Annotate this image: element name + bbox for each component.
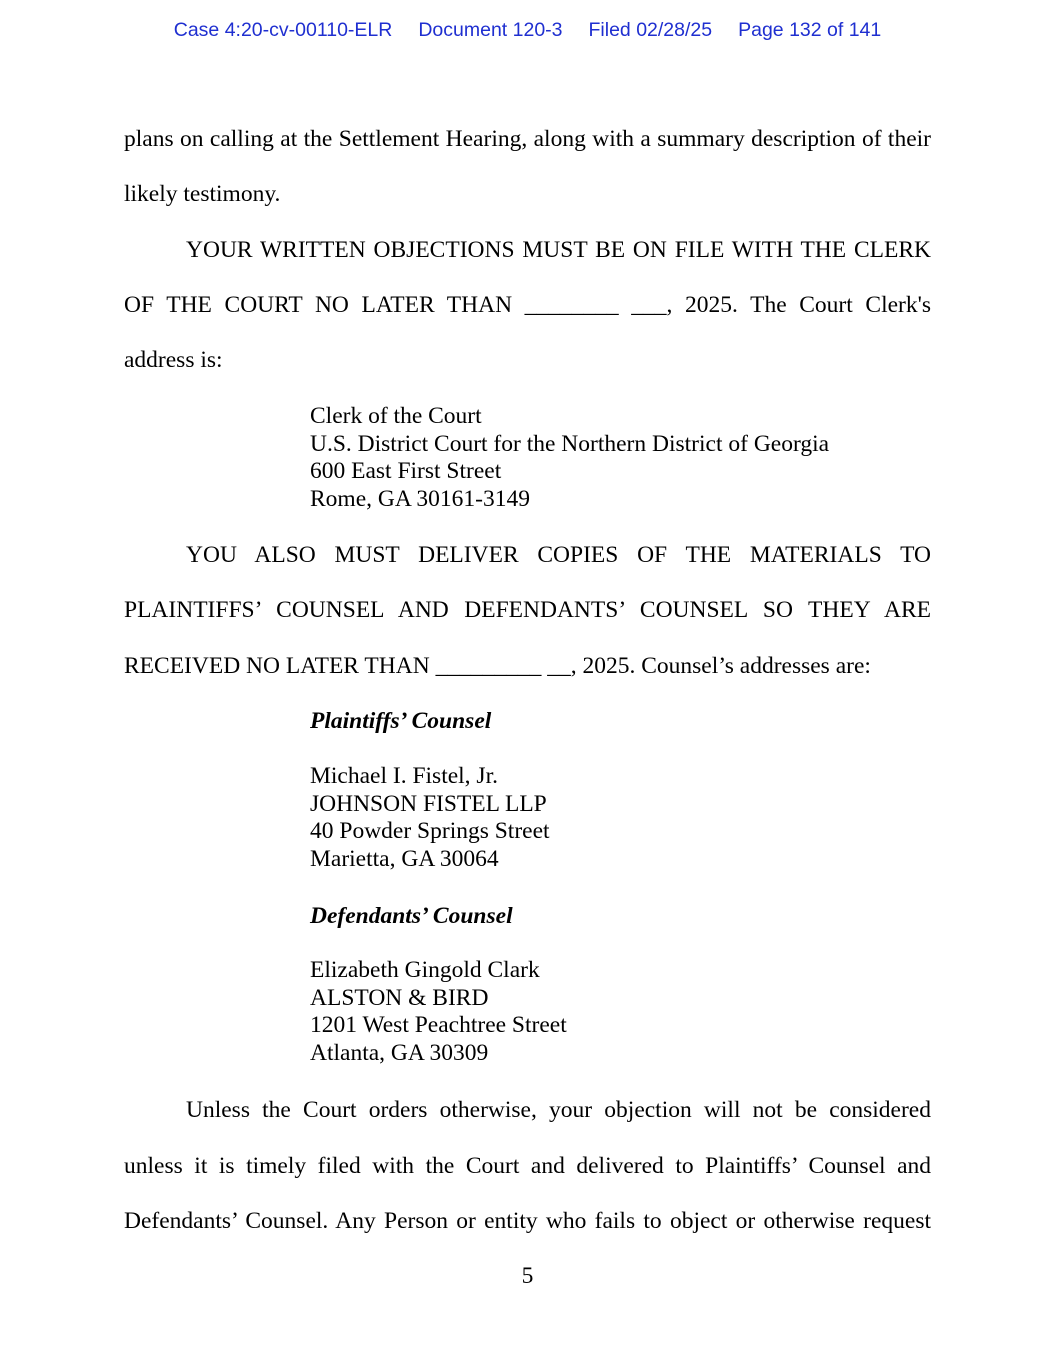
- objection-line-1: YOUR WRITTEN OBJECTIONS MUST BE ON FILE WITH THE CLERK: [186, 237, 931, 263]
- plaintiffs-address-block: [310, 763, 550, 874]
- delivery-line-3: RECEIVED NO LATER THAN _________ __, 2025. Counsel’s addresses are:: [124, 653, 871, 679]
- address-line: Rome, GA 30161-3149: [310, 486, 530, 513]
- document-number: Document 120-3: [418, 19, 563, 41]
- defendants-address-block: [310, 957, 567, 1068]
- address-line: U.S. District Court for the Northern District of Georgia: [310, 430, 830, 457]
- address-line: 40 Powder Springs Street: [310, 818, 550, 845]
- closing-line-2: unless it is timely filed with the Court and delivered to Plaintiffs’ Counsel and: [124, 1153, 931, 1179]
- address-line: JOHNSON FISTEL LLP: [310, 790, 547, 817]
- address-line: Marietta, GA 30064: [310, 846, 499, 873]
- delivery-line-2: PLAINTIFFS’ COUNSEL AND DEFENDANTS’ COUNSEL SO THEY ARE: [124, 597, 931, 623]
- case-number: Case 4:20-cv-00110-ELR: [173, 19, 393, 41]
- address-line: 600 East First Street: [310, 458, 502, 485]
- clerk-address-block: [310, 403, 829, 514]
- address-line: Michael I. Fistel, Jr.: [310, 763, 498, 789]
- address-line: Elizabeth Gingold Clark: [310, 957, 540, 983]
- objection-line-3: address is:: [124, 347, 223, 373]
- case-header: [0, 19, 1055, 42]
- page-number: 5: [521, 1263, 534, 1289]
- address-line: Clerk of the Court: [310, 403, 482, 429]
- closing-line-3: Defendants’ Counsel. Any Person or entity who fails to object or otherwise request: [124, 1208, 931, 1234]
- address-line: Atlanta, GA 30309: [310, 1040, 489, 1067]
- closing-line-1: Unless the Court orders otherwise, your objection will not be considered: [186, 1097, 931, 1123]
- page-of-total: Page 132 of 141: [738, 19, 882, 41]
- address-line: ALSTON & BIRD: [310, 984, 489, 1011]
- delivery-line-1: YOU ALSO MUST DELIVER COPIES OF THE MATERIALS TO: [186, 542, 931, 568]
- plaintiffs-counsel-heading: Plaintiffs’ Counsel: [310, 708, 492, 734]
- defendants-counsel-heading: Defendants’ Counsel: [310, 903, 513, 929]
- address-line: 1201 West Peachtree Street: [310, 1012, 567, 1039]
- objection-line-2: OF THE COURT NO LATER THAN ________ ___, 2025. The Court Clerk's: [124, 292, 931, 318]
- filed-date: Filed 02/28/25: [588, 19, 713, 41]
- body-line-1: plans on calling at the Settlement Hearing, along with a summary description of their: [124, 126, 931, 152]
- body-line-2: likely testimony.: [124, 181, 281, 207]
